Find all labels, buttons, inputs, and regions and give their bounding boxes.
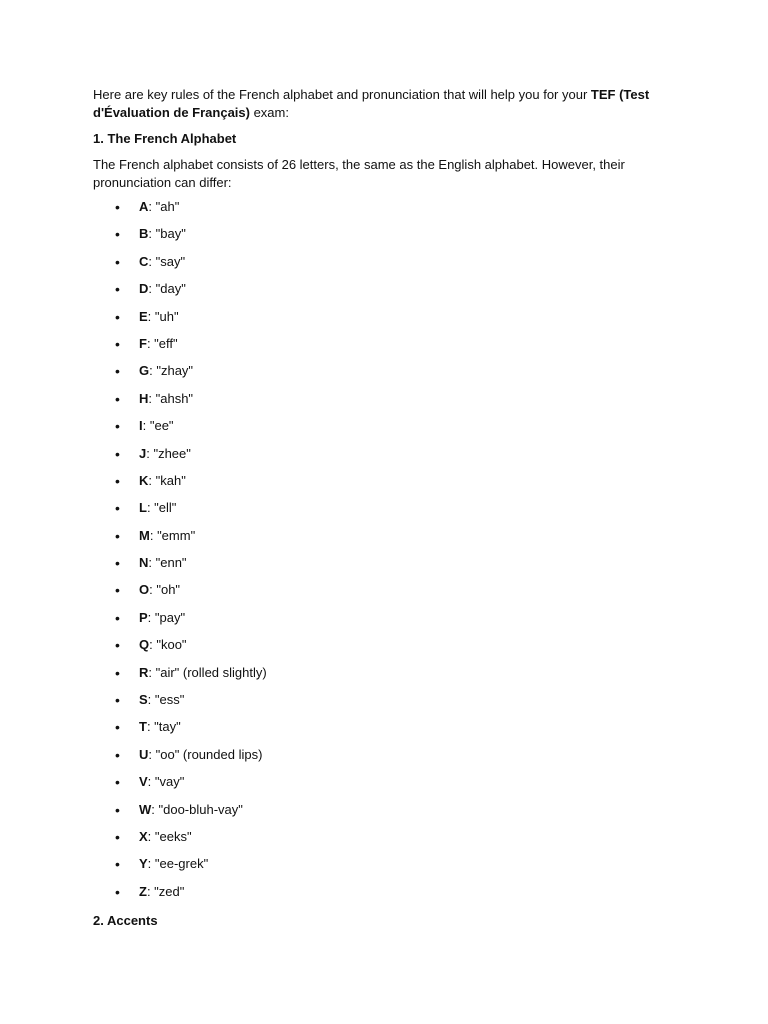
bullet-icon: •: [115, 856, 120, 873]
pronunciation-text: : "emm": [149, 527, 196, 543]
section1-description: The French alphabet consists of 26 letters, the same as the English alphabet. However, their pronunciation can differ:: [93, 157, 625, 190]
document-page: [93, 86, 673, 938]
list-item: [93, 362, 673, 389]
intro-exam-name: TEF (Test d'Évaluation de Français): [93, 87, 650, 120]
list-item: [93, 445, 673, 472]
list-item: [93, 499, 673, 526]
letter-label: V: [139, 774, 148, 790]
pronunciation-text: : "zhee": [146, 445, 191, 461]
bullet-icon: •: [115, 500, 120, 517]
letter-label: L: [139, 500, 147, 516]
bullet-icon: •: [115, 609, 120, 626]
bullet-icon: •: [115, 335, 120, 352]
intro-text-before: Here are key rules of the French alphabet and pronunciation that will help you for your: [93, 87, 591, 102]
pronunciation-text: : "ah": [148, 199, 180, 214]
list-item: [93, 718, 673, 745]
pronunciation-text: : "ahsh": [148, 390, 194, 406]
pronunciation-text: : "ee": [142, 418, 174, 434]
bullet-icon: •: [115, 226, 120, 243]
bullet-icon: •: [115, 418, 120, 435]
pronunciation-text: : "tay": [146, 719, 181, 735]
list-item: [93, 308, 673, 335]
list-item: [93, 883, 673, 910]
section1-heading: 1. The French Alphabet: [93, 131, 237, 146]
list-item: [93, 581, 673, 608]
list-item: [93, 773, 673, 800]
list-item: [93, 801, 673, 828]
letter-label: Z: [139, 883, 147, 899]
letter-label: J: [139, 445, 147, 461]
letter-label: Y: [139, 856, 148, 872]
bullet-icon: •: [115, 828, 120, 845]
letter-label: X: [139, 828, 148, 844]
letter-label: K: [139, 472, 149, 488]
list-item: [93, 390, 673, 417]
list-item: [93, 253, 673, 280]
pronunciation-text: : "bay": [148, 226, 186, 242]
list-item: [93, 417, 673, 444]
pronunciation-text: : "eff": [146, 335, 178, 351]
letter-label: B: [139, 226, 149, 242]
letter-label: P: [139, 609, 148, 625]
pronunciation-text: : "pay": [147, 609, 186, 625]
list-item: [93, 691, 673, 718]
bullet-icon: •: [115, 582, 120, 599]
bullet-icon: •: [115, 253, 120, 270]
section2-heading: 2. Accents: [93, 913, 158, 929]
alphabet-list: [93, 198, 673, 910]
letter-label: A: [139, 199, 149, 214]
bullet-icon: •: [115, 719, 120, 736]
bullet-icon: •: [115, 664, 120, 681]
pronunciation-text: : "doo-bluh-vay": [151, 801, 243, 817]
bullet-icon: •: [115, 390, 120, 407]
list-item: [93, 280, 673, 307]
letter-label: W: [139, 801, 152, 817]
letter-label: E: [139, 308, 148, 324]
pronunciation-text: : "eeks": [147, 828, 192, 844]
pronunciation-text: : "say": [148, 253, 186, 269]
intro-text-after: exam:: [249, 105, 289, 120]
list-item: [93, 335, 673, 362]
pronunciation-text: : "ess": [147, 692, 185, 708]
letter-label: S: [139, 692, 148, 708]
letter-label: H: [139, 390, 149, 406]
pronunciation-text: : "kah": [148, 472, 186, 488]
intro-paragraph: [93, 86, 673, 122]
pronunciation-text: : "zed": [146, 883, 185, 899]
pronunciation-text: : "enn": [148, 555, 187, 571]
pronunciation-text: : "oo" (rounded lips): [148, 746, 263, 762]
list-item: [93, 746, 673, 773]
pronunciation-text: : "oh": [149, 582, 181, 598]
letter-label: C: [139, 253, 149, 269]
list-item: [93, 225, 673, 252]
letter-label: M: [139, 527, 150, 543]
letter-label: I: [139, 418, 143, 434]
bullet-icon: •: [115, 281, 120, 298]
bullet-icon: •: [115, 472, 120, 489]
bullet-icon: •: [115, 308, 120, 325]
bullet-icon: •: [115, 363, 120, 380]
bullet-icon: •: [115, 199, 120, 215]
letter-label: T: [139, 719, 147, 735]
pronunciation-text: : "day": [148, 281, 186, 297]
bullet-icon: •: [115, 555, 120, 572]
letter-label: U: [139, 746, 149, 762]
pronunciation-text: : "air" (rolled slightly): [148, 664, 267, 680]
pronunciation-text: : "ell": [146, 500, 177, 516]
pronunciation-text: : "uh": [147, 308, 179, 324]
letter-label: D: [139, 281, 149, 297]
list-item: [93, 527, 673, 554]
bullet-icon: •: [115, 527, 120, 544]
pronunciation-text: : "ee-grek": [147, 856, 209, 872]
list-item: [93, 472, 673, 499]
letter-label: N: [139, 555, 149, 571]
bullet-icon: •: [115, 637, 120, 654]
list-item: [93, 636, 673, 663]
pronunciation-text: : "vay": [147, 774, 185, 790]
list-item: [93, 828, 673, 855]
bullet-icon: •: [115, 774, 120, 791]
bullet-icon: •: [115, 746, 120, 763]
letter-label: G: [139, 363, 150, 379]
letter-label: R: [139, 664, 149, 680]
bullet-icon: •: [115, 445, 120, 462]
list-item: [93, 198, 673, 225]
letter-label: F: [139, 335, 147, 351]
pronunciation-text: : "zhay": [149, 363, 194, 379]
bullet-icon: •: [115, 692, 120, 709]
bullet-icon: •: [115, 801, 120, 818]
list-item: [93, 609, 673, 636]
pronunciation-text: : "koo": [149, 637, 187, 653]
list-item: [93, 554, 673, 581]
list-item: [93, 664, 673, 691]
bullet-icon: •: [115, 883, 120, 900]
letter-label: O: [139, 582, 150, 598]
letter-label: Q: [139, 637, 150, 653]
list-item: [93, 855, 673, 882]
